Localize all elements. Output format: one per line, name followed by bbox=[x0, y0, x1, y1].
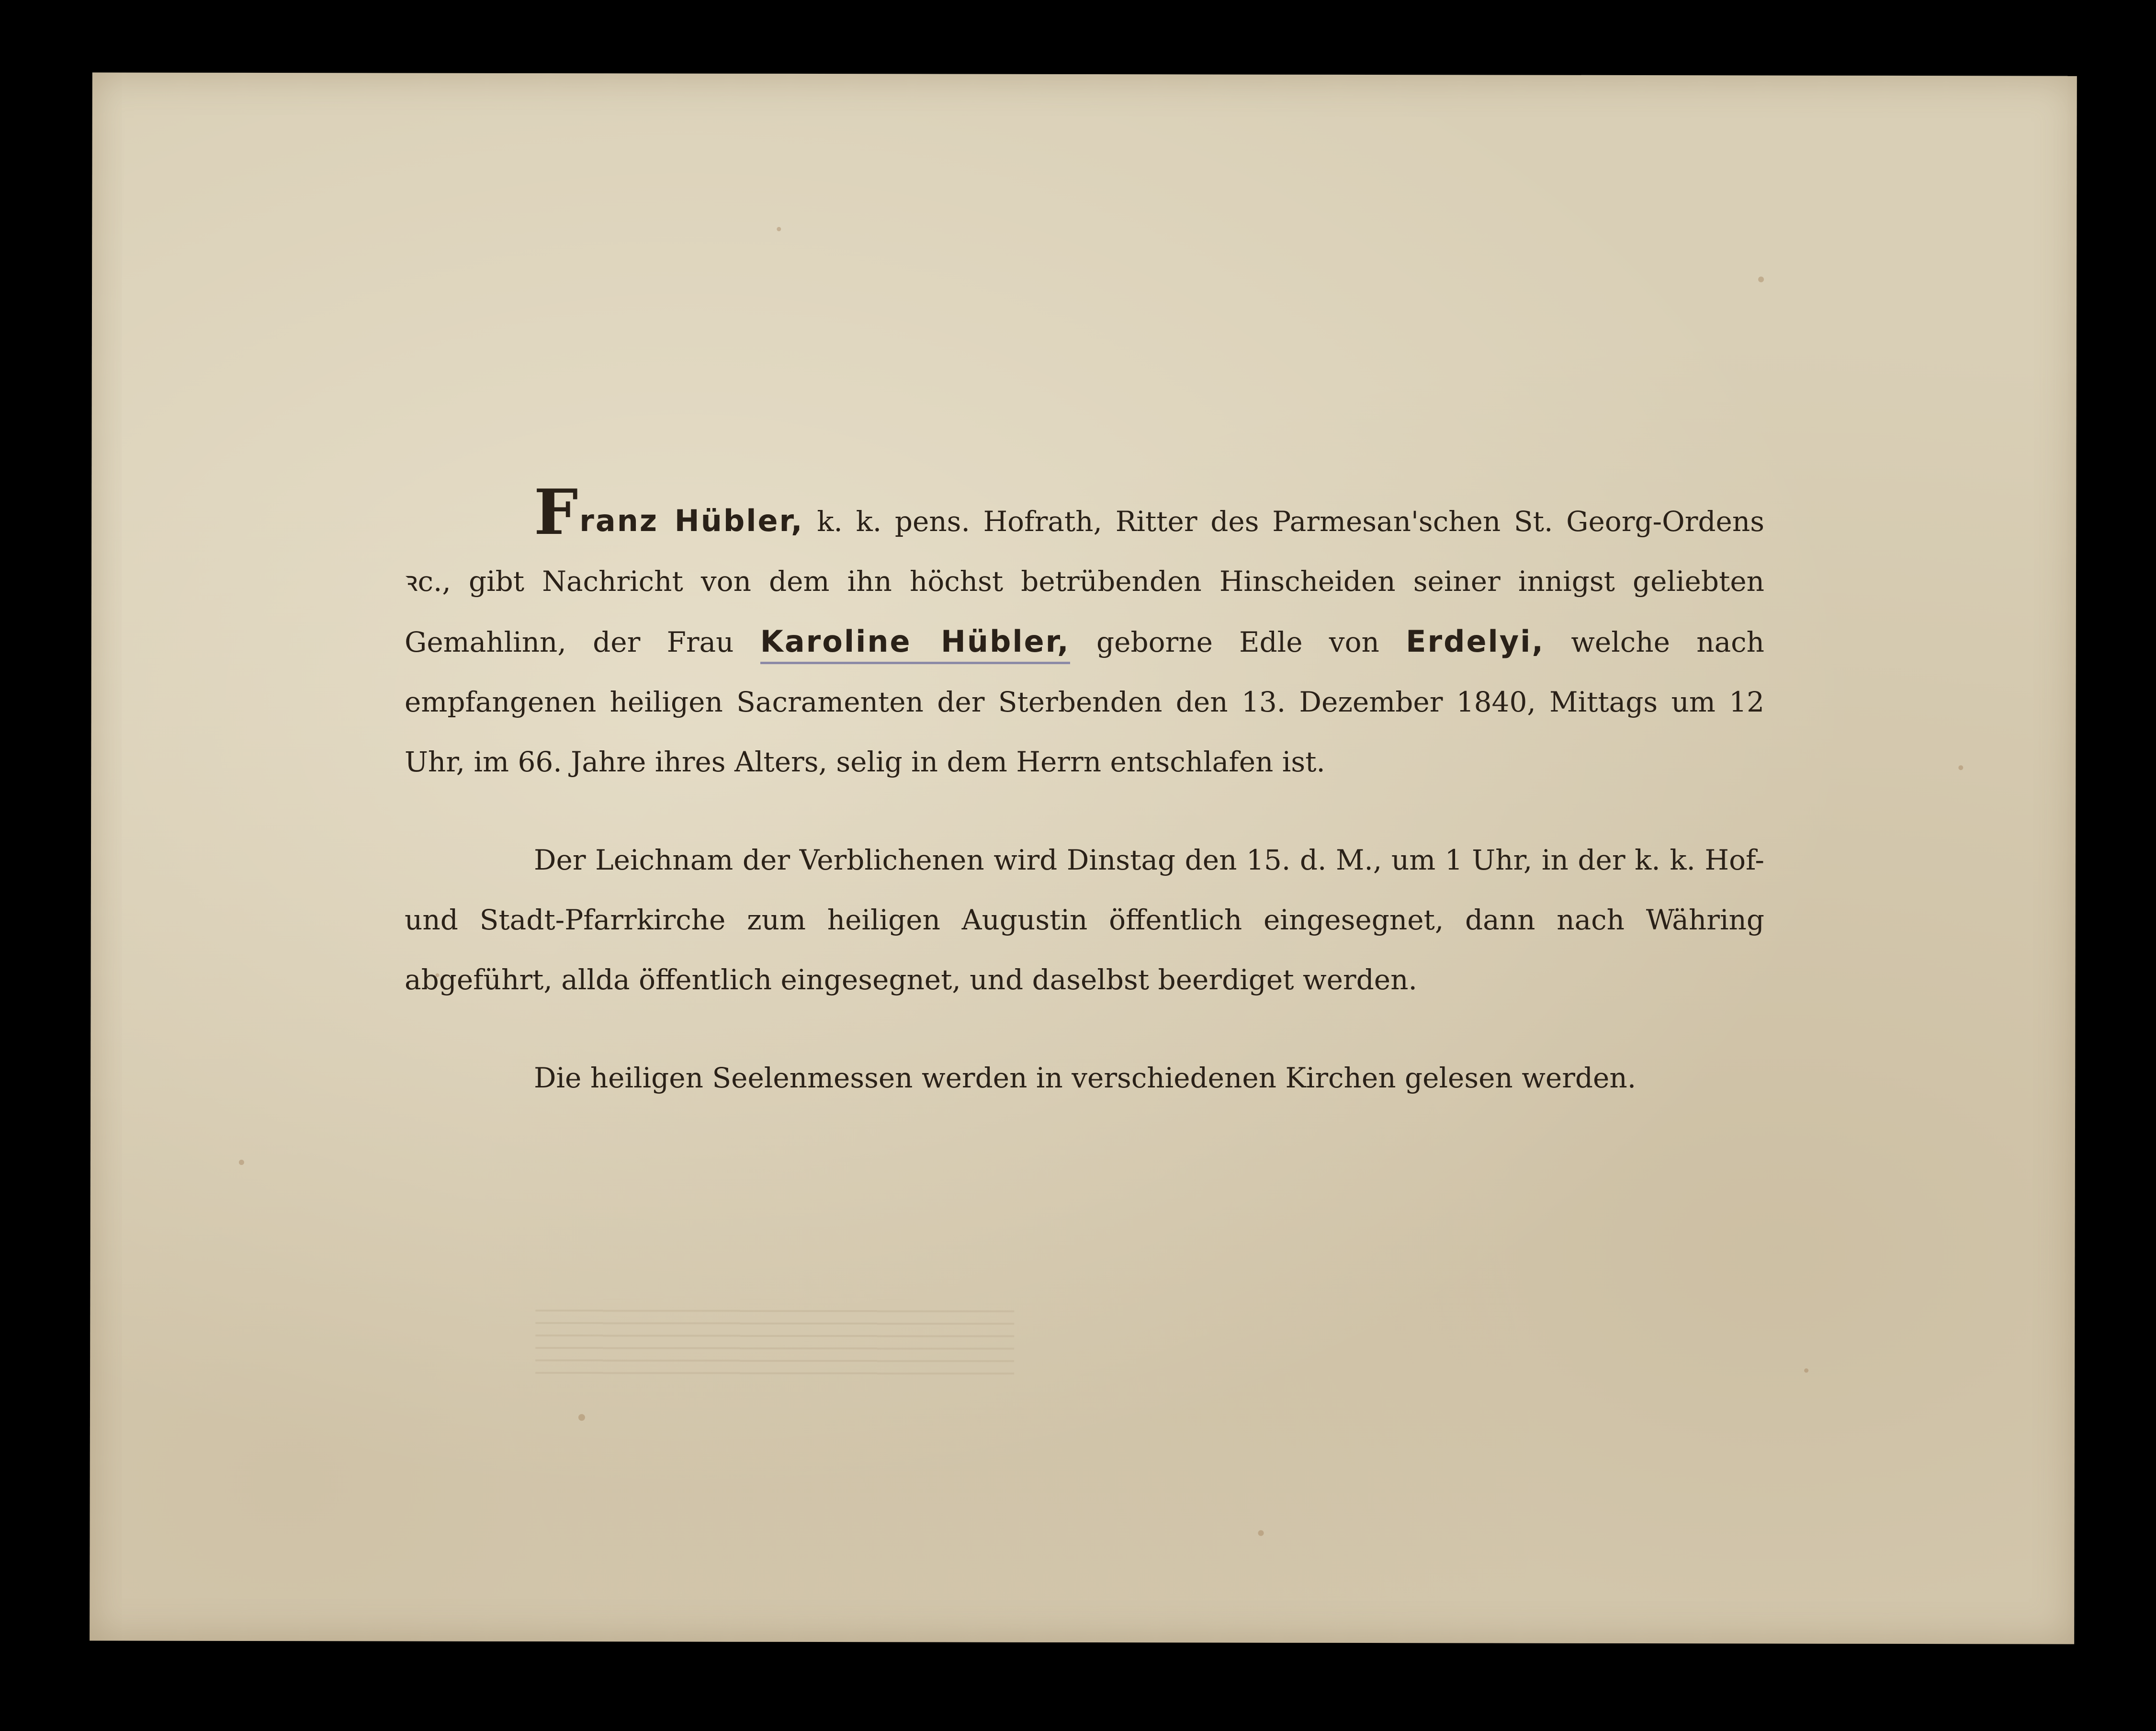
embossed-stripes bbox=[535, 1299, 1014, 1377]
decorative-initial: F bbox=[534, 475, 580, 549]
announcement-text-a: k. k. pens. Hofrath, Ritter des Parmesan'schen St. Georg-Ordens ꝛc., gibt Nachricht von dem ihn höchst betrübenden Hinscheiden seiner innigst geliebten Gemahlinn, der Frau bbox=[405, 505, 1764, 658]
paper-stain bbox=[777, 227, 781, 231]
deceased-name: Karoline Hübler, bbox=[760, 624, 1070, 664]
maiden-name: Erdelyi, bbox=[1406, 624, 1545, 659]
paper-stain bbox=[1758, 276, 1764, 282]
death-notice bbox=[405, 475, 1765, 1108]
notice-paragraph-funeral: Der Leichnam der Verblichenen wird Dinstag den 15. d. M., um 1 Uhr, in der k. k. Hof- und Stadt-Pfarrkirche zum heiligen Augustin öffentlich eingesegnet, dann nach Währing abgeführt, allda öffentlich eingesegnet, und daselbst beerdiget werden. bbox=[405, 844, 1764, 996]
notice-paragraph-announcement bbox=[405, 475, 1765, 792]
notice-paragraph-masses: Die heiligen Seelenmessen werden in verschiedenen Kirchen gelesen werden. bbox=[534, 1062, 1637, 1094]
paper-stain bbox=[578, 1414, 585, 1421]
widower-name: Franz Hübler, bbox=[534, 475, 804, 549]
paper-stain bbox=[1804, 1369, 1808, 1373]
announcement-text-b: geborne Edle von bbox=[1070, 626, 1406, 658]
paper-stain bbox=[239, 1160, 244, 1165]
paper-stain bbox=[1258, 1530, 1264, 1536]
paper-stain bbox=[1958, 765, 1963, 770]
announcement-text-c: welche nach empfangenen heiligen Sacramenten der Sterbenden den 13. Dezember 1840, Mittags um 12 Uhr, im 66. Jahre ihres Alters, selig in dem Herrn entschlafen ist. bbox=[405, 626, 1765, 778]
